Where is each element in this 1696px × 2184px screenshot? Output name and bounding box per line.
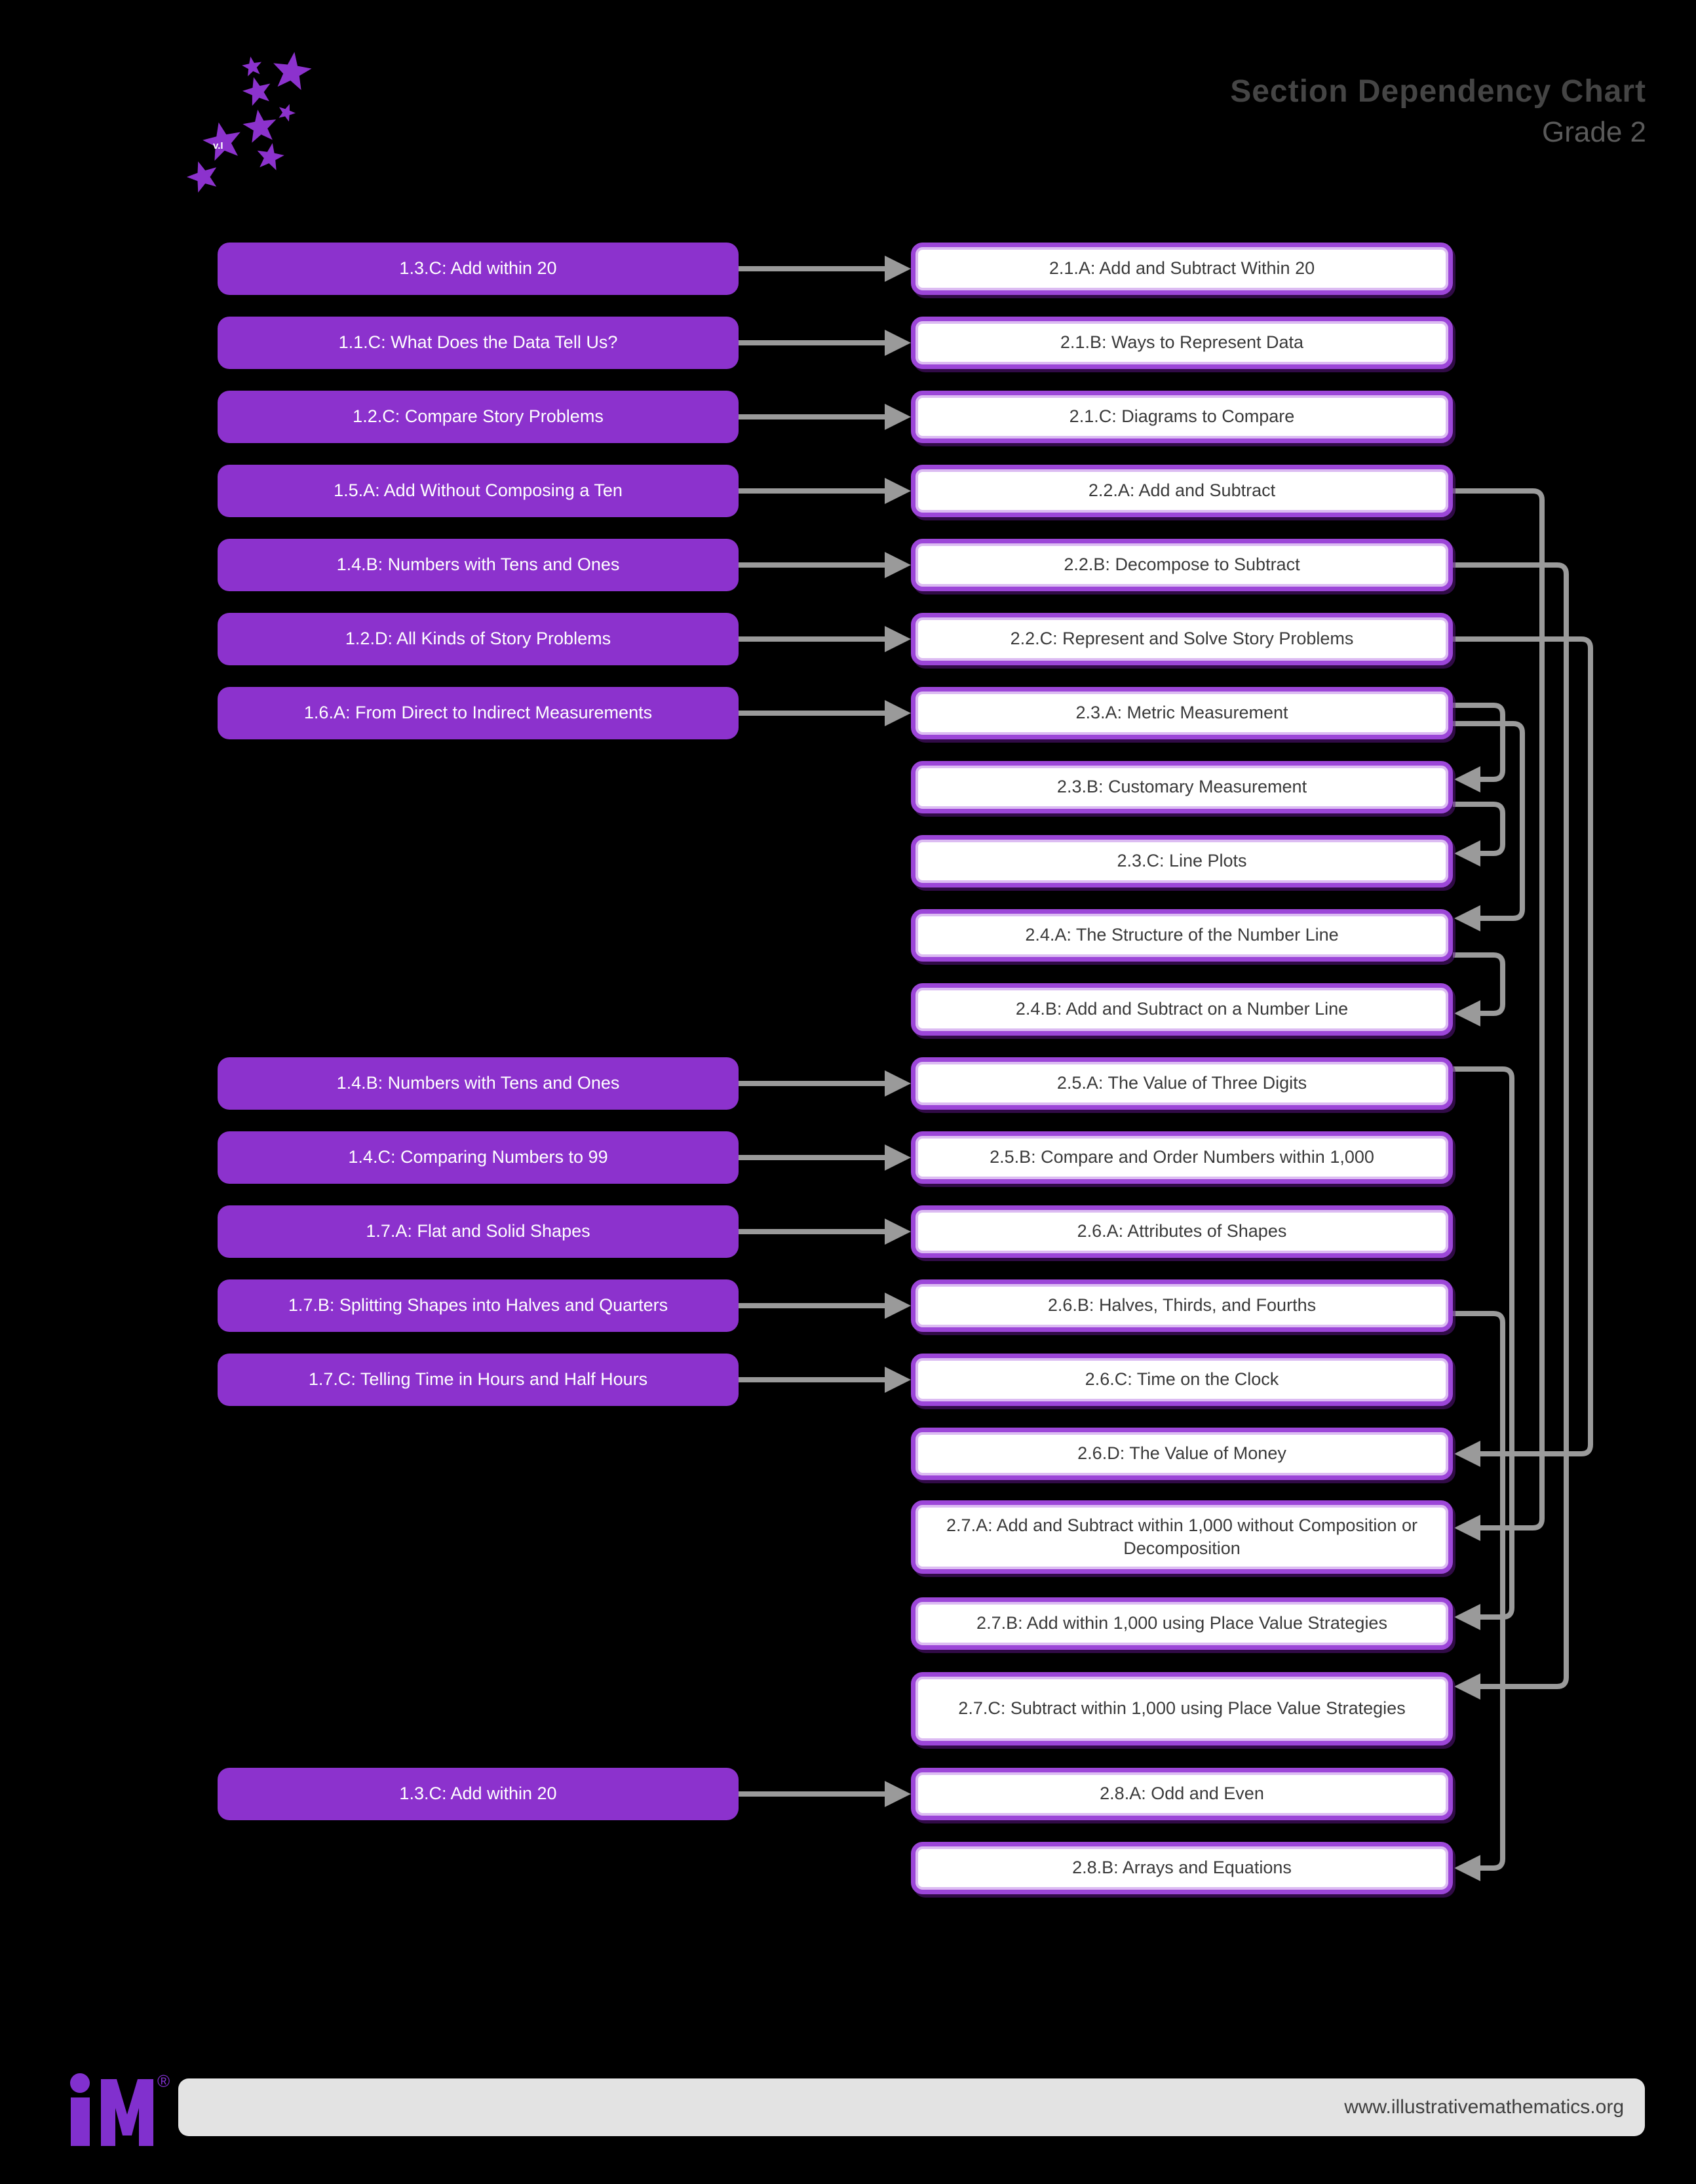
footer-bar xyxy=(178,2078,1645,2136)
edge xyxy=(885,478,911,504)
edge xyxy=(1454,1441,1480,1467)
edge xyxy=(1454,1515,1480,1541)
right-node-2-2-C: 2.2.C: Represent and Solve Story Problems xyxy=(911,613,1453,665)
left-node-1-4-B: 1.4.B: Numbers with Tens and Ones xyxy=(218,539,739,591)
edge xyxy=(885,1781,911,1807)
version-label: v.I xyxy=(213,140,223,151)
edge xyxy=(1454,1673,1480,1700)
im-logo-shape xyxy=(71,2097,90,2146)
im-logo-icon xyxy=(60,2070,178,2162)
left-node-1-6-A: 1.6.A: From Direct to Indirect Measurements xyxy=(218,687,739,739)
right-node-2-3-A: 2.3.A: Metric Measurement xyxy=(911,687,1453,739)
edge xyxy=(885,256,911,282)
edge xyxy=(1454,840,1480,867)
right-node-2-4-A: 2.4.A: The Structure of the Number Line xyxy=(911,909,1453,962)
left-node-1-7-B: 1.7.B: Splitting Shapes into Halves and Quarters xyxy=(218,1279,739,1332)
registered-mark: ® xyxy=(157,2071,170,2091)
edge xyxy=(1453,1314,1503,1868)
right-node-2-3-C: 2.3.C: Line Plots xyxy=(911,835,1453,887)
edge xyxy=(885,1219,911,1245)
right-node-2-4-B: 2.4.B: Add and Subtract on a Number Line xyxy=(911,983,1453,1036)
right-node-2-5-A: 2.5.A: The Value of Three Digits xyxy=(911,1057,1453,1110)
left-node-1-3-C: 1.3.C: Add within 20 xyxy=(218,1768,739,1820)
left-node-1-2-D: 1.2.D: All Kinds of Story Problems xyxy=(218,613,739,665)
right-node-2-8-A: 2.8.A: Odd and Even xyxy=(911,1768,1453,1820)
right-node-2-6-A: 2.6.A: Attributes of Shapes xyxy=(911,1205,1453,1258)
edge xyxy=(885,404,911,430)
right-node-2-1-A: 2.1.A: Add and Subtract Within 20 xyxy=(911,243,1453,295)
edge xyxy=(885,552,911,578)
left-node-1-7-C: 1.7.C: Telling Time in Hours and Half Hours xyxy=(218,1354,739,1406)
page-subtitle: Grade 2 xyxy=(1542,116,1646,148)
edge xyxy=(885,1293,911,1319)
edge xyxy=(1453,724,1522,918)
page-title: Section Dependency Chart xyxy=(1230,74,1646,109)
right-node-2-5-B: 2.5.B: Compare and Order Numbers within 1,000 xyxy=(911,1131,1453,1184)
right-node-2-6-C: 2.6.C: Time on the Clock xyxy=(911,1354,1453,1406)
edge xyxy=(1454,1855,1480,1881)
edge xyxy=(1454,1604,1480,1630)
edge xyxy=(1454,766,1480,792)
right-node-2-1-B: 2.1.B: Ways to Represent Data xyxy=(911,317,1453,369)
left-node-1-1-C: 1.1.C: What Does the Data Tell Us? xyxy=(218,317,739,369)
edge xyxy=(885,1070,911,1097)
edge xyxy=(1454,1000,1480,1026)
left-node-1-4-B: 1.4.B: Numbers with Tens and Ones xyxy=(218,1057,739,1110)
right-node-2-8-B: 2.8.B: Arrays and Equations xyxy=(911,1842,1453,1894)
footer-url: www.illustrativemathematics.org xyxy=(1344,2096,1624,2118)
right-node-2-3-B: 2.3.B: Customary Measurement xyxy=(911,761,1453,813)
right-node-2-2-A: 2.2.A: Add and Subtract xyxy=(911,465,1453,517)
edge xyxy=(1454,905,1480,931)
left-node-1-7-A: 1.7.A: Flat and Solid Shapes xyxy=(218,1205,739,1258)
right-node-2-6-B: 2.6.B: Halves, Thirds, and Fourths xyxy=(911,1279,1453,1332)
edge xyxy=(885,626,911,652)
right-node-2-7-C: 2.7.C: Subtract within 1,000 using Place Value Strategies xyxy=(911,1672,1453,1745)
edge xyxy=(885,700,911,726)
left-node-1-4-C: 1.4.C: Comparing Numbers to 99 xyxy=(218,1131,739,1184)
im-logo-shape xyxy=(101,2079,153,2146)
right-node-2-7-B: 2.7.B: Add within 1,000 using Place Value Strategies xyxy=(911,1597,1453,1650)
edge xyxy=(885,1367,911,1393)
edge xyxy=(885,1144,911,1171)
right-node-2-2-B: 2.2.B: Decompose to Subtract xyxy=(911,539,1453,591)
right-node-2-1-C: 2.1.C: Diagrams to Compare xyxy=(911,391,1453,443)
im-logo-shape xyxy=(70,2073,90,2093)
edge xyxy=(885,330,911,356)
right-node-2-7-A: 2.7.A: Add and Subtract within 1,000 without Composition or Decomposition xyxy=(911,1500,1453,1574)
right-node-2-6-D: 2.6.D: The Value of Money xyxy=(911,1428,1453,1480)
left-node-1-3-C: 1.3.C: Add within 20 xyxy=(218,243,739,295)
left-node-1-2-C: 1.2.C: Compare Story Problems xyxy=(218,391,739,443)
left-node-1-5-A: 1.5.A: Add Without Composing a Ten xyxy=(218,465,739,517)
